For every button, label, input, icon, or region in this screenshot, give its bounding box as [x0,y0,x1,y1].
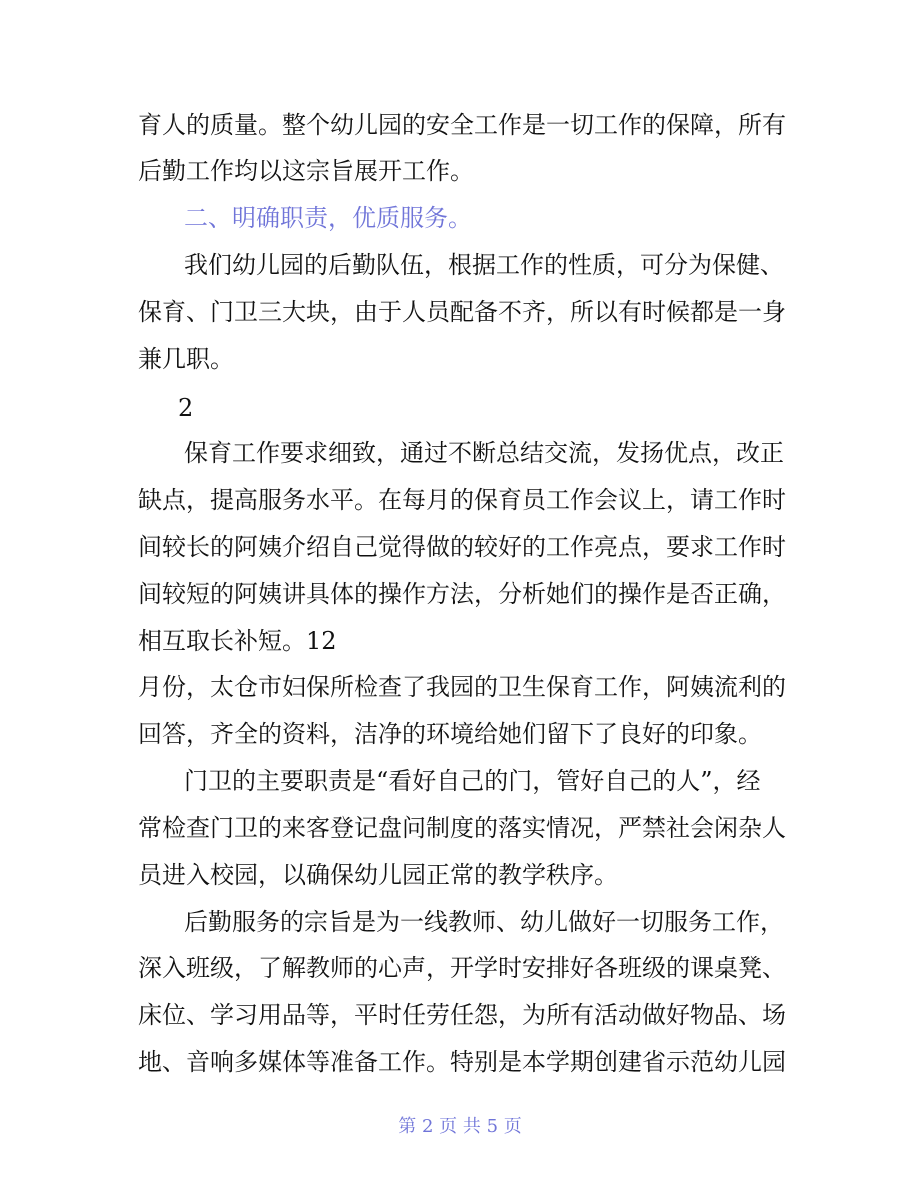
body-line: 月份，太仓市妇保所检查了我园的卫生保育工作，阿姨流利的 [138,673,786,701]
body-line: 我们幼儿园的后勤队伍，根据工作的性质，可分为保健、 [184,251,784,279]
page-number-footer: 第 2 页 共 5 页 [398,1116,522,1137]
body-line: 缺点，提高服务水平。在每月的保育员工作会议上，请工作时 [138,486,786,514]
body-line: 后勤工作均以这宗旨展开工作。 [138,157,474,185]
body-line: 床位、学习用品等，平时任劳任怨，为所有活动做好物品、场 [138,1001,786,1029]
section-heading: 二、明确职责，优质服务。 [184,204,472,232]
body-line: 深入班级，了解教师的心声，开学时安排好各班级的课桌凳、 [138,954,786,982]
body-line: 保育工作要求细致，通过不断总结交流，发扬优点，改正 [184,439,784,467]
body-line: 后勤服务的宗旨是为一线教师、幼儿做好一切服务工作， [184,908,784,936]
body-line: 回答，齐全的资料，洁净的环境给她们留下了良好的印象。 [138,720,762,748]
body-line: 相互取长补短。12 [138,627,337,655]
body-line: 间较短的阿姨讲具体的操作方法，分析她们的操作是否正确， [138,580,786,608]
body-line: 间较长的阿姨介绍自己觉得做的较好的工作亮点，要求工作时 [138,533,786,561]
body-line: 地、音响多媒体等准备工作。特别是本学期创建省示范幼儿园 [138,1048,786,1076]
body-line: 2 [178,394,194,422]
body-line: 常检查门卫的来客登记盘问制度的落实情况，严禁社会闲杂人 [138,814,786,842]
body-line: 兼几职。 [138,345,234,373]
body-line: 门卫的主要职责是“看好自己的门，管好自己的人”，经 [184,767,761,795]
body-line: 育人的质量。整个幼儿园的安全工作是一切工作的保障，所有 [138,111,786,139]
body-line: 员进入校园，以确保幼儿园正常的教学秩序。 [138,861,618,889]
body-line: 保育、门卫三大块，由于人员配备不齐，所以有时候都是一身 [138,298,786,326]
